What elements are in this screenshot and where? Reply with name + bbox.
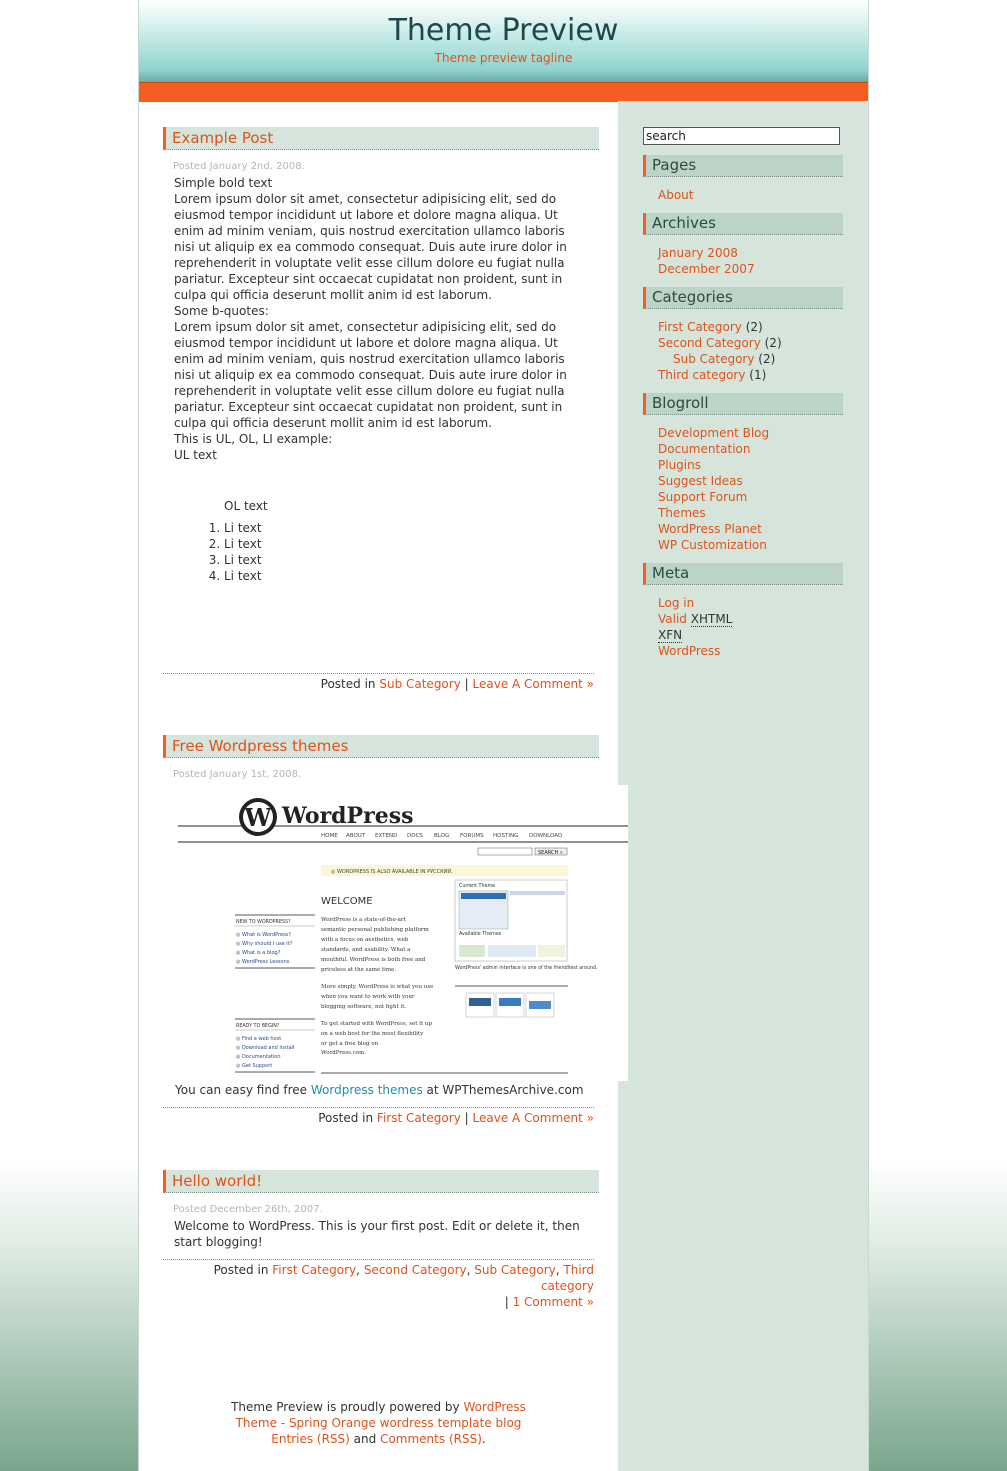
screenshot-current-theme: Current Theme — [459, 884, 496, 889]
meta-widget — [643, 563, 843, 659]
paragraph: Lorem ipsum dolor sit amet, consectetur adipisicing elit, sed do eiusmod tempor incididunt ut labore et dolore magna aliqua. Ut enim ad minim veniam, quis nostrud exercitation ullamco laboris nisi ut aliquip ex ea commodo consequat. Duis aute irure dolor in reprehenderit in voluptate velit esse cillum dolore eu fugiat nulla pariatur. Excepteur sint occaecat cupidatat non proident, sunt in culpa qui officia deserunt mollit anim id est laborum. — [174, 192, 567, 302]
comment-count-link[interactable]: 1 Comment » — [512, 1295, 594, 1309]
comma: , — [356, 1263, 360, 1277]
wordpress-site-screenshot — [178, 785, 628, 1081]
archives-widget — [643, 213, 843, 277]
category-link[interactable]: First Category — [658, 320, 742, 334]
post-body — [174, 175, 584, 584]
screenshot-search-button: SEARCH » — [538, 850, 563, 856]
category-count: (2) — [758, 352, 776, 366]
category-link[interactable]: Sub Category — [379, 677, 461, 691]
valid-label: Valid — [658, 612, 687, 626]
nav-item: ABOUT — [346, 833, 366, 839]
paragraph: Lorem ipsum dolor sit amet, consectetur adipisicing elit, sed do eiusmod tempor incididunt ut labore et dolore magna aliqua. Ut enim ad minim veniam, quis nostrud exercitation ullamco laboris nisi ut aliquip ex ea commodo consequat. Duis aute irure dolor in reprehenderit in voluptate velit esse cillum dolore eu fugiat nulla pariatur. Excepteur sint occaecat cupidatat non proident, sunt in culpa qui officia deserunt mollit anim id est laborum. — [174, 320, 567, 430]
wordpress-themes-link[interactable]: Wordpress themes — [310, 1083, 423, 1097]
comma: , — [466, 1263, 471, 1277]
nav-item: DOWNLOAD — [529, 833, 563, 839]
screenshot-link: ◎ Why should I use it? — [236, 941, 293, 947]
blogroll-link[interactable]: Documentation — [658, 442, 751, 456]
separator: | — [464, 677, 469, 691]
post-title-example-post[interactable]: Example Post — [163, 127, 599, 150]
entries-rss-link[interactable]: Entries (RSS) — [271, 1432, 350, 1446]
category-count: (2) — [764, 336, 782, 350]
widget-title: Pages — [643, 155, 843, 177]
nav-item: FORUMS — [460, 833, 484, 839]
bold-text: Simple bold text — [174, 176, 273, 190]
screenshot-link: ◎ Download and Install — [236, 1045, 295, 1051]
screenshot-link: ◎ Find a web host — [236, 1036, 282, 1042]
bquotes-label: Some b-quotes: — [174, 304, 269, 318]
blogroll-link[interactable]: Themes — [658, 506, 706, 520]
screenshot-link: ◎ What is a blog? — [236, 950, 281, 956]
pages-widget — [643, 155, 843, 203]
svg-text:To get started with WordPress,: To get started with WordPress, set it up — [321, 1021, 432, 1027]
header-accent-bar — [139, 82, 868, 102]
posted-in-label: Posted in — [318, 1111, 374, 1125]
post-date: Posted January 2nd, 2008. — [173, 161, 305, 172]
search-input[interactable] — [643, 127, 840, 145]
screenshot-available-themes: Available Themes — [459, 932, 502, 937]
svg-text:More simply, WordPress is what: More simply, WordPress is what you use — [321, 984, 434, 990]
xhtml-abbr: XHTML — [690, 612, 733, 626]
blogroll-link[interactable]: Support Forum — [658, 490, 748, 504]
screenshot-link: ◎ Documentation — [236, 1054, 281, 1060]
list-item: 3. Li text — [224, 552, 584, 568]
svg-text:blogging software, not fight i: blogging software, not fight it. — [321, 1004, 407, 1010]
comments-rss-link[interactable]: Comments (RSS) — [380, 1432, 482, 1446]
separator: | — [464, 1111, 469, 1125]
post-title-hello-world[interactable]: Hello world! — [163, 1170, 599, 1193]
nav-item: DOCS — [407, 833, 423, 839]
svg-text:WordPress is a state-of-the-ar: WordPress is a state-of-the-art — [321, 917, 406, 923]
list-item: 4. Li text — [224, 568, 584, 584]
category-link[interactable]: Sub Category — [673, 352, 755, 366]
wordpress-screenshot-image — [178, 785, 628, 1081]
archive-link[interactable]: December 2007 — [658, 262, 755, 276]
nav-item: HOME — [321, 833, 338, 839]
post-body — [175, 1082, 585, 1098]
svg-text:priceless at the same time.: priceless at the same time. — [321, 967, 397, 973]
blogroll-link[interactable]: Suggest Ideas — [658, 474, 743, 488]
wordpress-logo-text: WordPress — [282, 803, 414, 829]
category-link[interactable]: First Category — [376, 1111, 461, 1125]
post-footer — [163, 673, 594, 692]
category-link[interactable]: First Category — [272, 1263, 357, 1277]
page-wrapper — [138, 0, 869, 1471]
svg-text:when you want to work with you: when you want to work with your — [321, 994, 415, 1000]
category-count: (1) — [749, 368, 767, 382]
post-body: Welcome to WordPress. This is your first post. Edit or delete it, then start blogging! — [174, 1219, 580, 1249]
site-tagline: Theme preview tagline — [434, 51, 573, 65]
ul-text: UL text — [174, 448, 217, 462]
valid-xhtml-link[interactable] — [658, 612, 732, 627]
blogroll-link[interactable]: WP Customization — [658, 538, 767, 552]
post-title-free-themes[interactable]: Free Wordpress themes — [163, 735, 599, 758]
separator: | — [504, 1295, 509, 1309]
screenshot-welcome: WELCOME — [321, 896, 373, 907]
category-link[interactable]: Third category — [658, 368, 746, 382]
widget-title: Meta — [643, 563, 843, 585]
ordered-list — [224, 520, 584, 584]
footer-text: Theme Preview is proudly powered by — [231, 1400, 460, 1414]
nav-item: EXTEND — [375, 833, 398, 839]
category-link[interactable]: Second Category — [363, 1263, 467, 1277]
post-date: Posted January 1st, 2008. — [173, 769, 302, 780]
blogroll-widget — [643, 393, 843, 553]
categories-widget — [643, 287, 843, 383]
posted-in-label: Posted in — [213, 1263, 269, 1277]
post-footer — [163, 1107, 594, 1126]
blogroll-link[interactable]: WordPress Planet — [658, 522, 762, 536]
post-footer — [163, 1259, 594, 1310]
posted-in-label: Posted in — [320, 677, 376, 691]
screenshot-link: ◎ WordPress Lessons — [236, 959, 290, 965]
leave-comment-link[interactable]: Leave A Comment » — [472, 1111, 594, 1125]
svg-text:with a focus on aesthetics, we: with a focus on aesthetics, web — [321, 937, 409, 943]
screenshot-link: ◎ Get Support — [236, 1063, 273, 1069]
screenshot-admin-caption: WordPress' admin interface is one of the friendliest around. — [455, 966, 598, 971]
list-item: 2. Li text — [224, 536, 584, 552]
list-item: 1. Li text — [224, 520, 584, 536]
svg-text:semantic personal publishing p: semantic personal publishing platform — [321, 927, 429, 933]
xfn-link[interactable]: XFN — [658, 628, 683, 642]
footer-text: and — [353, 1432, 377, 1446]
svg-text:or get a free blog on: or get a free blog on — [321, 1041, 379, 1047]
svg-text:WordPress.com.: WordPress.com. — [321, 1050, 367, 1056]
login-link[interactable]: Log in — [658, 596, 695, 610]
svg-text:standards, and usability. What: standards, and usability. What a — [321, 947, 411, 953]
archive-link[interactable]: January 2008 — [658, 246, 738, 260]
screenshot-ready-heading: READY TO BEGIN? — [236, 1024, 280, 1029]
widget-title: Archives — [643, 213, 843, 235]
svg-text:on a web host for the most fle: on a web host for the most flexibility — [321, 1031, 424, 1037]
site-footer — [139, 1399, 618, 1447]
wordpress-link[interactable]: WordPress — [658, 644, 721, 658]
widget-title: Blogroll — [643, 393, 843, 415]
sidebar — [643, 127, 843, 659]
category-link[interactable]: Third category — [540, 1263, 594, 1293]
svg-text:mouthful. WordPress is both fr: mouthful. WordPress is both free and — [321, 957, 426, 963]
nav-item: HOSTING — [493, 833, 519, 839]
category-link[interactable]: Sub Category — [474, 1263, 556, 1277]
post-date: Posted December 26th, 2007. — [173, 1204, 323, 1215]
screenshot-new-heading: NEW TO WORDPRESS? — [236, 920, 291, 925]
site-title[interactable]: Theme Preview — [388, 13, 619, 48]
widget-title: Categories — [643, 287, 843, 309]
blogroll-link[interactable]: Development Blog — [658, 426, 770, 440]
leave-comment-link[interactable]: Leave A Comment » — [472, 677, 594, 691]
body-text: You can easy find free — [175, 1083, 308, 1097]
nav-item: BLOG — [434, 833, 450, 839]
footer-wordpress-link[interactable]: WordPress — [463, 1400, 526, 1414]
site-header — [139, 0, 868, 82]
category-link[interactable]: Second Category — [658, 336, 761, 350]
screenshot-link: ◎ What is WordPress? — [236, 932, 291, 938]
sidebar-item-about[interactable]: About — [658, 188, 694, 202]
svg-text:W: W — [244, 803, 272, 832]
blogroll-link[interactable]: Plugins — [658, 458, 701, 472]
body-text: at WPThemesArchive.com — [426, 1083, 584, 1097]
screenshot-notice: ◎ WORDPRESS IS ALSO AVAILABLE IN РУССКИЙ. — [331, 869, 453, 875]
list-intro: This is UL, OL, LI example: — [174, 432, 333, 446]
footer-theme-link[interactable]: Theme - Spring Orange wordress template blog — [235, 1416, 522, 1430]
footer-period: . — [481, 1432, 486, 1446]
comma: , — [555, 1263, 560, 1277]
category-count: (2) — [745, 320, 763, 334]
ol-text: OL text — [224, 499, 268, 513]
